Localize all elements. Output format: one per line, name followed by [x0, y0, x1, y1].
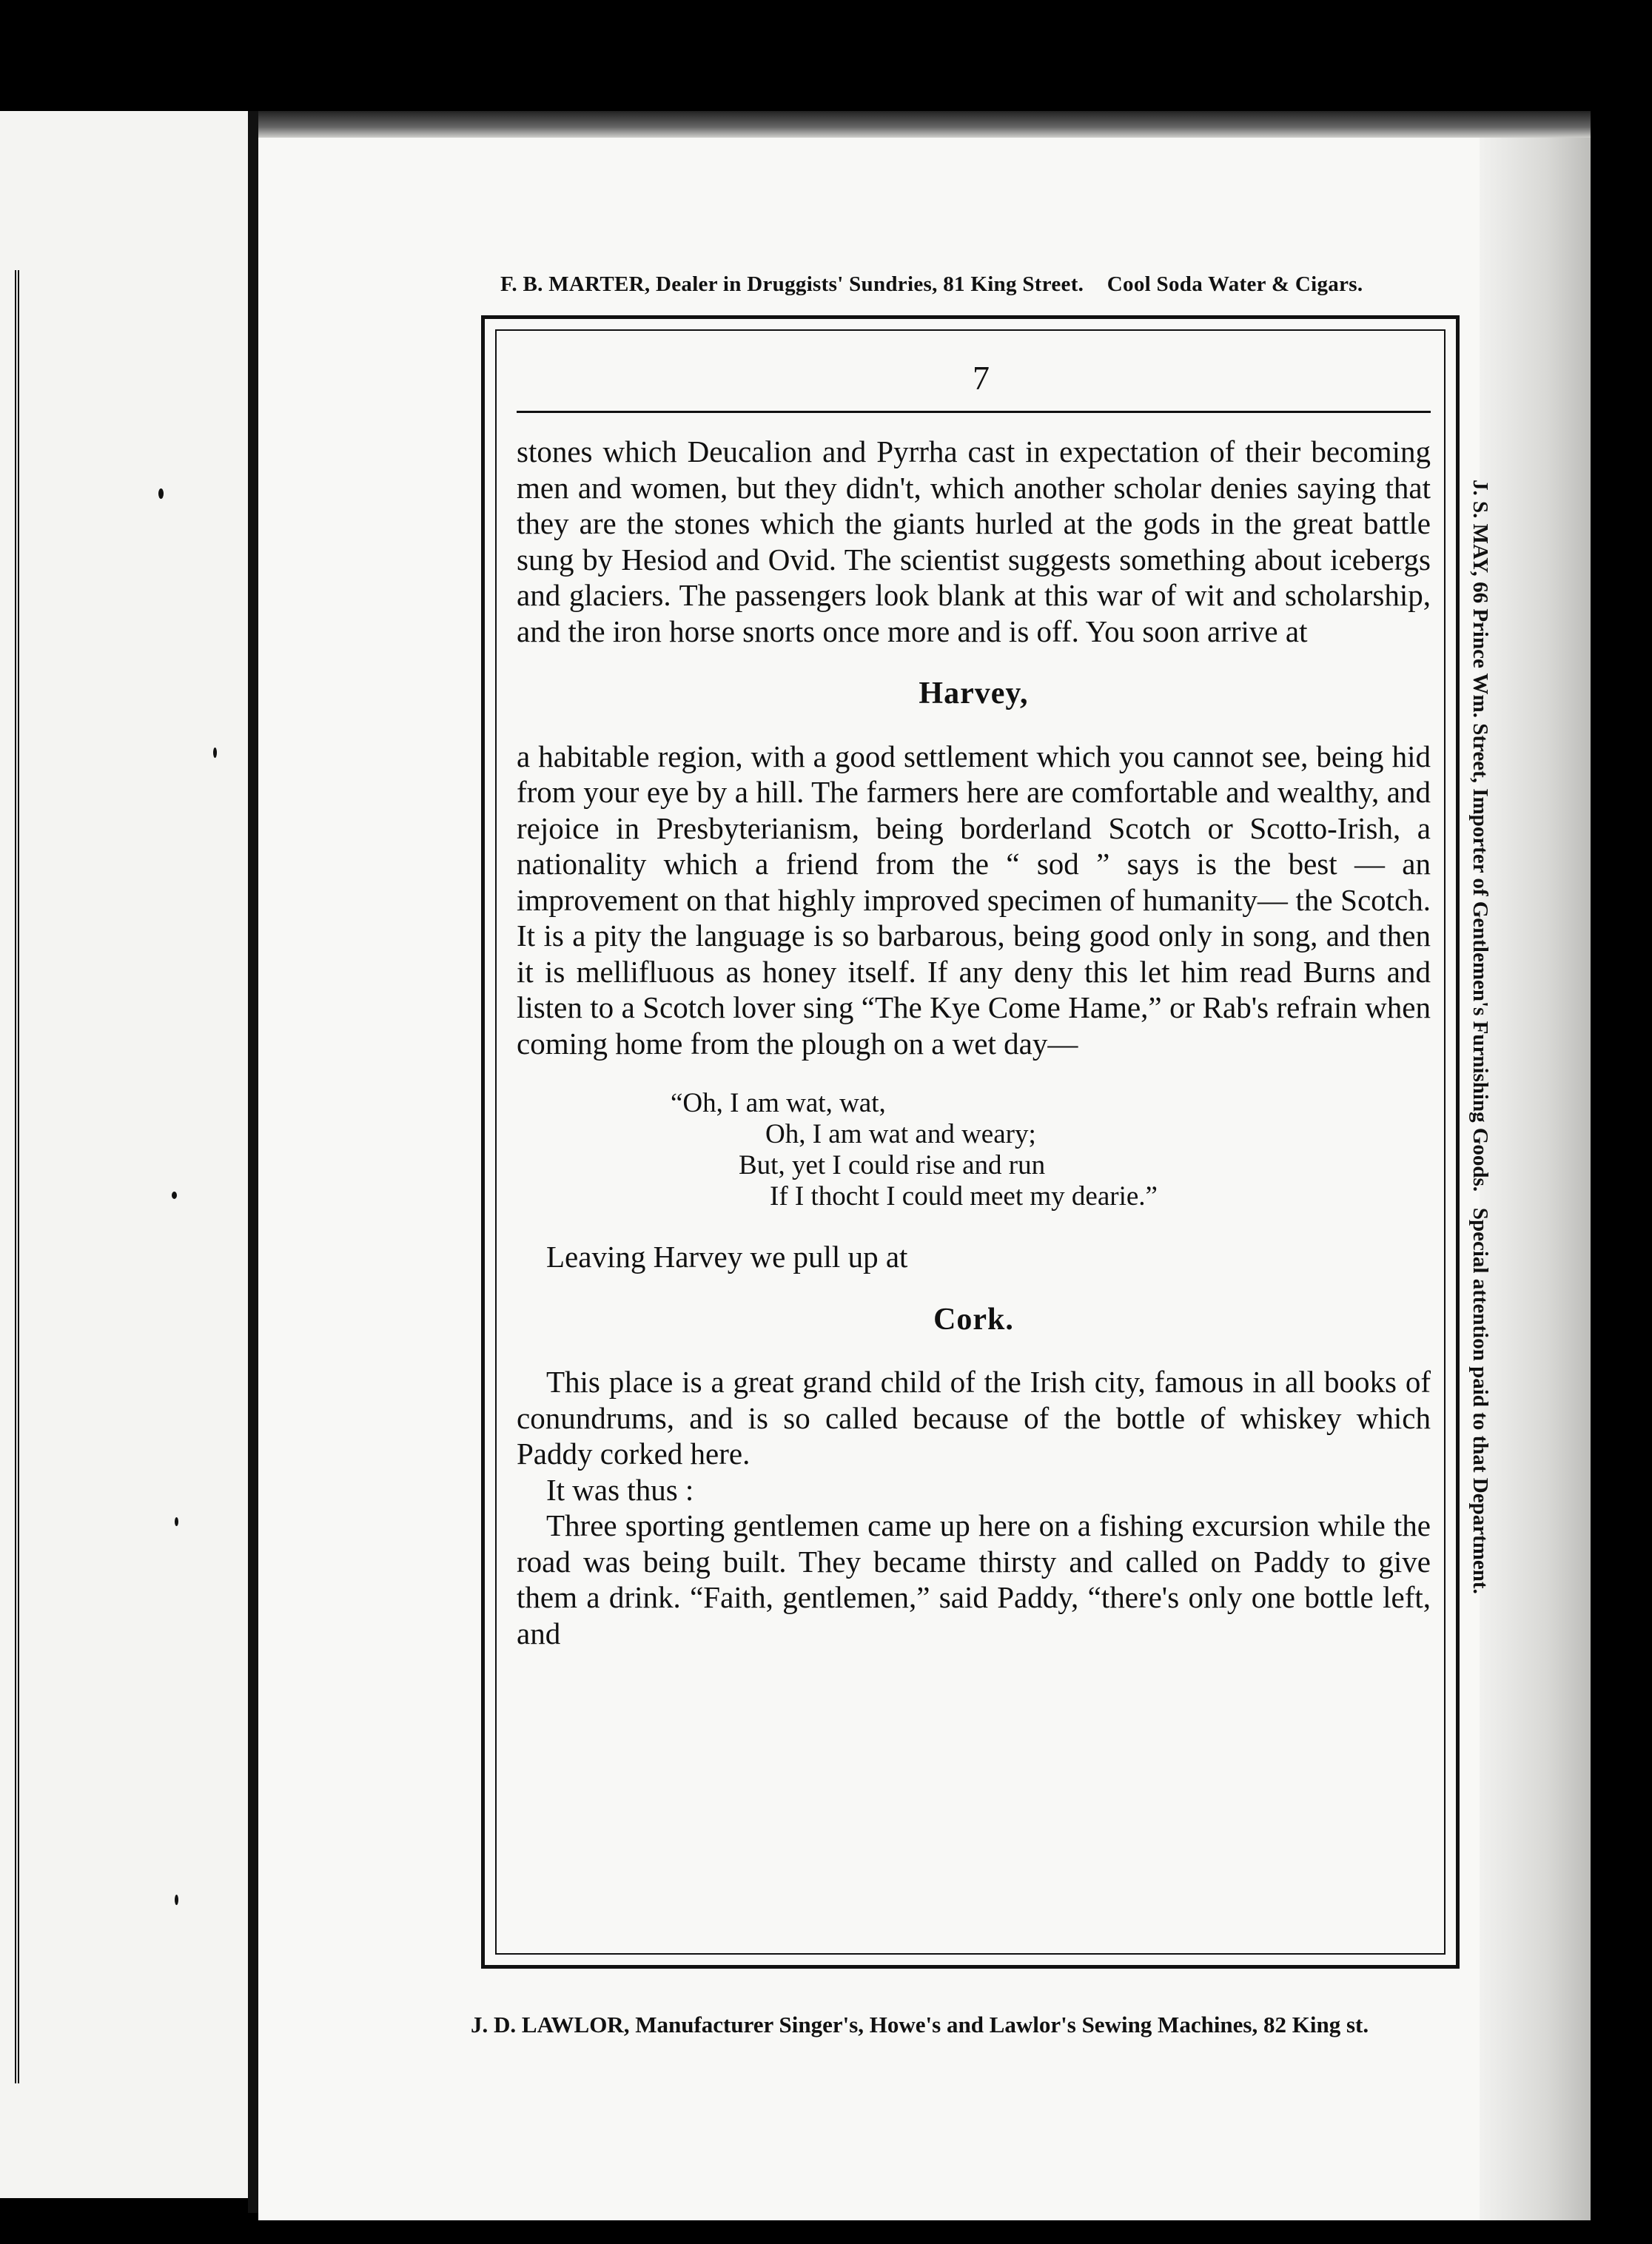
heading-cork: Cork. [933, 1302, 1014, 1337]
verse-line: But, yet I could rise and run [739, 1150, 1046, 1180]
verse-line: If I thocht I could meet my dearie.” [770, 1181, 1158, 1212]
page-content [517, 360, 1431, 1651]
paragraph-it-was-thus: It was thus : [546, 1472, 694, 1507]
text-frame [481, 315, 1460, 1969]
paragraph-leaving-harvey: Leaving Harvey we pull up at [546, 1240, 908, 1274]
page-edge-shadow [1480, 126, 1591, 2220]
facing-page-frame [0, 270, 19, 2083]
footer-advertisement [471, 2012, 1455, 2038]
header-ad-name: F. B. MARTER, [500, 272, 651, 296]
paragraph-harvey: a habitable region, with a good settlement which you cannot see, being hid from your eye by a hill. The farmers here are comfortable and wealthy, and rejoice in Presbyterianism, being borderland Scotch or Scotto-Irish, a nationality which a friend from the “ sod ” says is the best — an improvement on that highly improved specimen of humanity— the Scotch. It is a pity the language is so barbarous, being good only in song, and then it is mellifluous as honey itself. If any deny this let him read Burns and listen to a Scotch lover sing “The Kye Come Hame,” or Rab's refrain when coming home from the plough on a wet day— [517, 739, 1431, 1061]
header-ad-extra: Cool Soda Water & Cigars. [1107, 272, 1363, 296]
page-top-shadow [258, 111, 1591, 138]
side-ad-extra: Special attention paid to that Department. [1468, 1207, 1492, 1594]
facing-page [0, 111, 248, 2198]
paragraph-stones: stones which Deucalion and Pyrrha cast in expectation of their becoming men and women, but they didn't, which another scholar denies saying that they are the stones which the giants hurled at the gods in the great battle sung by Hesiod and Ovid. The scientist suggests something about icebergs and glaciers. The passengers look blank at this war of wit and scholarship, and the iron horse snorts once more and is off. You soon arrive at [517, 434, 1431, 648]
ink-speck [175, 1517, 178, 1526]
page-number: 7 [973, 359, 990, 397]
ink-speck [213, 748, 217, 758]
book-gutter [248, 111, 258, 2213]
ink-speck [175, 1895, 178, 1905]
verse-line: “Oh, I am wat, wat, [671, 1088, 886, 1118]
paragraph-cork: This place is a great grand child of the Irish city, famous in all books of conundrums, and is so called because of the bottle of whiskey which Paddy corked here. [517, 1365, 1431, 1471]
header-rule [517, 411, 1431, 413]
ink-speck [172, 1192, 177, 1199]
header-ad-text: Dealer in Druggists' Sundries, 81 King Street. [655, 272, 1084, 296]
side-ad-text: 66 Prince Wm. Street, Importer of Gentlemen's Furnishing Goods. [1468, 582, 1492, 1192]
header-advertisement [500, 272, 1463, 297]
side-ad-name: J. S. MAY, [1468, 480, 1492, 577]
footer-ad-name: J. D. LAWLOR, [471, 2012, 630, 2038]
verse-line: Oh, I am wat and weary; [765, 1119, 1036, 1149]
paragraph-sporting-gentlemen: Three sporting gentlemen came up here on a fishing excursion while the road was being built. They became thirsty and called on Paddy to give them a drink. “Faith, gentlemen,” said Paddy, “there's only one bottle left, and [517, 1508, 1431, 1650]
footer-ad-text: Manufacturer Singer's, Howe's and Lawlor's Sewing Machines, 82 King st. [635, 2012, 1369, 2038]
verse-block [517, 1088, 1431, 1212]
ink-speck [158, 488, 164, 499]
heading-harvey: Harvey, [919, 676, 1029, 711]
